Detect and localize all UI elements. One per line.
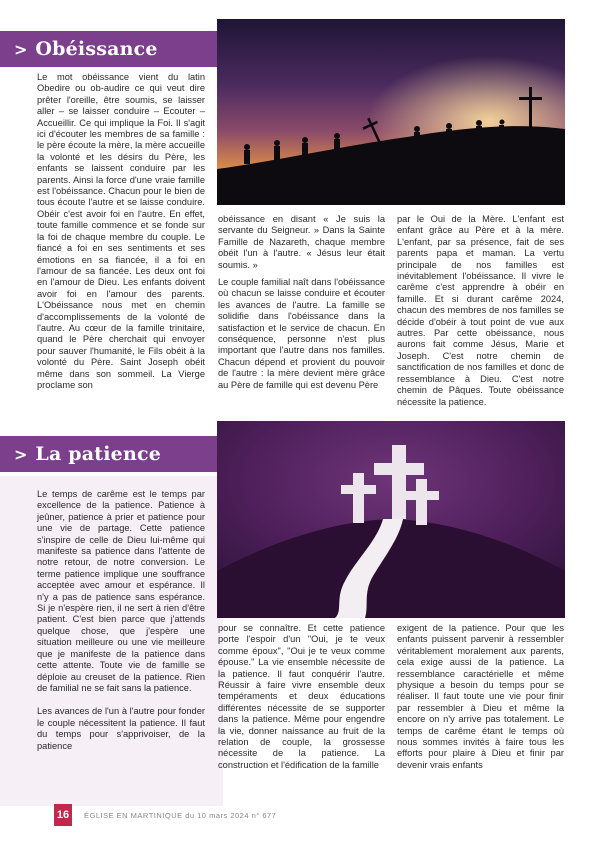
obeissance-column-3 [397, 214, 564, 414]
chevron-right-icon: > [14, 444, 28, 464]
paragraph: Les avances de l'un à l'autre pour fonder le couple nécessitent la patience. Il faut du temps pour s'apprivoiser, de la patience [37, 706, 205, 751]
paragraph: pour se connaître. Et cette patience porte l'espoir d'un "Oui, je te veux comme époux", "Oui je te veux comme épouse." La vie ensemble nécessite de la patience. Il faut conquérir l'autre. Réussir à faire vivre ensemble deux tempéraments et deux éducations différentes nécessite de se supporter dans la patience. Même pour engendre la vie, donner naissance au fruit de la relation de couple, la grossesse nécessite de la patience. La construction et l'édification de la famille [218, 623, 385, 770]
sunset-silhouette-illustration [217, 19, 565, 205]
obeissance-column-1 [37, 72, 205, 397]
crosses-path-illustration [217, 421, 565, 618]
crucifixion-sunset-photo [217, 19, 565, 205]
patience-column-1 [37, 489, 205, 758]
section-obeissance-banner [0, 31, 218, 67]
footer-publication-info: ÉGLISE EN MARTINIQUE du 10 mars 2024 n° 677 [84, 811, 277, 820]
patience-column-3 [397, 623, 564, 777]
obeissance-column-2 [218, 214, 385, 397]
page-number: 16 [54, 804, 72, 826]
paragraph: Le mot obéissance vient du latin Obedire ou ob-audire ce qui veut dire prêter l'oreille, être soumis, se laisser aller – se laisser conduire – Ecouter – Accueillir. Ce qui implique la Foi. Il s'agit ici d'écouter les membres de sa famille : le père écoute la mère, la mère accueille la volonté et les désirs du Père, les enfants se laissent conduire par les parents. Ainsi la force d'une vraie famille est l'obéissance. Chacun pour le bien de tous écoute l'autre et se laisse conduire. Obéir c'est avoir foi en l'autre. En effet, toute famille commence et se fonde sur la foi de chaque membre du couple. Le fiancé a foi en ses sentiments et ses émotions en sa fiancée, il a foi en l'amour de sa fiancée. Les deux ont foi en l'amour de Dieu. Les enfants doivent avoir foi en l'amour des parents. L'Obéissance nous met en chemin d'accomplissements de la volonté de l'autre. Au cœur de la famille trinitaire, quand le Père cherchait qui envoyer pour sauver l'humanité, le Fils obéit à la volonté du Père. Saint Joseph obéit même dans son sommeil. La Vierge proclame son [37, 72, 205, 390]
three-crosses-illustration [217, 421, 565, 618]
patience-column-2 [218, 623, 385, 777]
paragraph: Le temps de carême est le temps par excellence de la patience. Patience à jeûner, patience à prier et patience pour une vie de partage. Cette patience s'inspire de celle de Dieu lui-même qui manifeste sa patience dans l'attente de notre retour, de notre conversion. Le terme patience implique une souffrance acceptée avec amour et espérance. Il n'y a pas de patience sans espérance. Si je n'espère rien, il ne sert à rien d'être patient. C'est bien parce que j'attends quelque chose, que j'espère une situation meilleure ou une vie meilleure que je manifeste de la patience dans cette attente. Toute vie de famille se déploie au creuset de la patience. Rien de familial ne se fait sans la patience. [37, 489, 205, 693]
section-title: Obéissance [35, 38, 158, 60]
paragraph: Le couple familial naît dans l'obéissance où chacun se laisse conduire et écouter les avances de l'autre. La famille se solidifie dans l'obéissance dans la satisfaction et le service de chacun. En conséquence, personne n'est plus important que l'autre dans nos familles. Chacun dépend et provient du pouvoir de l'autre : la mère devient mère grâce au Père de famille qui est devenu Père [218, 277, 385, 390]
paragraph: obéissance en disant « Je suis la servante du Seigneur. » Dans la Sainte Famille de Nazareth, chaque membre obéit l'un à l'autre. « Jésus leur était soumis. » [218, 214, 385, 270]
section-title: La patience [35, 443, 162, 465]
paragraph: par le Oui de la Mère. L'enfant est enfant grâce au Père et à la mère. L'enfant, par sa présence, fait de ses parents papa et maman. La vertu principale de nos familles est inévitablement l'obéissance. Il vivre le carême c'est apprendre à obéir en famille. Et si durant carême 2024, chacun des membres de nos familles se décide d'obéir à tout point de vue aux autres. Par cette obéissance, nous aurons fait comme Jésus, Marie et Joseph. C'est notre chemin de sanctification de nos familles et donc de ressemblance à Dieu. C'est notre chemin de Pâques. Toute obéissance nécessite la patience. [397, 214, 564, 407]
chevron-right-icon: > [14, 39, 28, 59]
section-patience-banner [0, 436, 218, 472]
paragraph: exigent de la patience. Pour que les enfants puissent parvenir à ressembler véritablement moralement aux parents, cela exige aussi de la patience. La ressemblance caractérielle et même physique a besoin du temps pour se réaliser. Il faut toute une vie pour finir par ressembler à Dieu et même la encore on n'y arrive pas totalement. Le temps de carême étant le temps où nous sommes invités à faire tous les efforts pour plaire à Dieu et finir par devenir vrais enfants [397, 623, 564, 770]
